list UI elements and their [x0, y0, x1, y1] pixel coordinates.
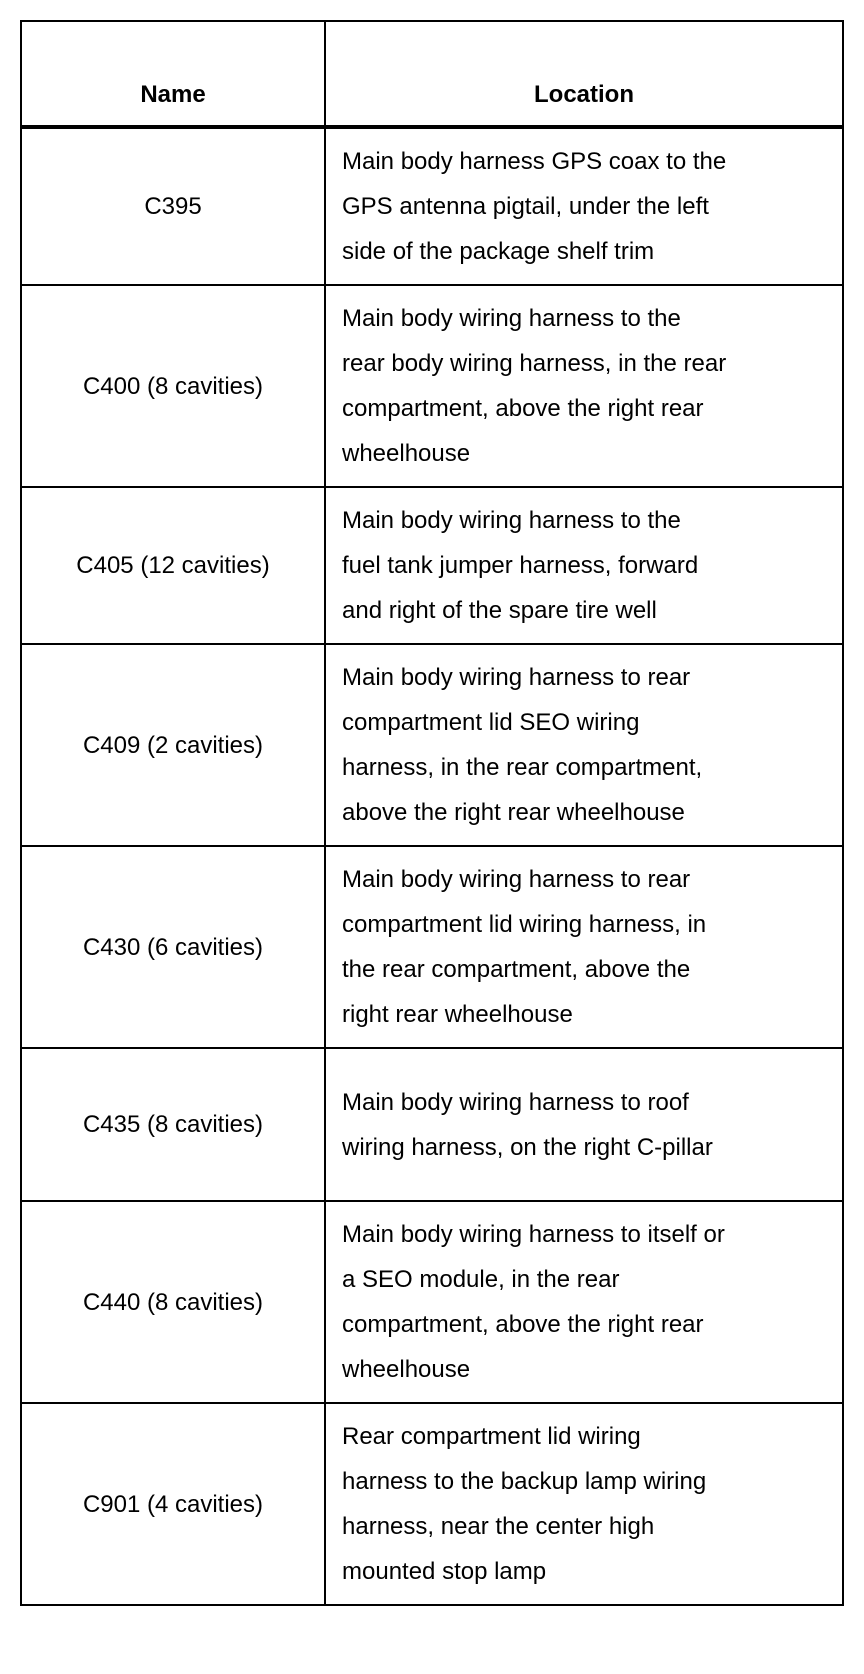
- table-row: [21, 644, 843, 846]
- connector-name: C435 (8 cavities): [21, 1048, 325, 1201]
- connector-table: [20, 20, 844, 1606]
- header-location: Location: [325, 21, 843, 127]
- location-line: Main body wiring harness to rear: [342, 866, 691, 893]
- location-line: Rear compartment lid wiring: [342, 1423, 641, 1450]
- connector-name: C430 (6 cavities): [21, 846, 325, 1048]
- location-line: GPS antenna pigtail, under the left: [342, 193, 709, 220]
- table-row: [21, 285, 843, 487]
- location-line: Main body wiring harness to rear: [342, 664, 691, 691]
- table-row: [21, 1048, 843, 1201]
- connector-name: C409 (2 cavities): [21, 644, 325, 846]
- table-row: [21, 846, 843, 1048]
- location-line: right rear wheelhouse: [342, 1001, 573, 1028]
- table-header: [21, 21, 843, 127]
- location-line: above the right rear wheelhouse: [342, 799, 685, 826]
- location-line: Main body wiring harness to itself or: [342, 1221, 725, 1248]
- connector-location: [325, 644, 843, 846]
- location-line: harness to the backup lamp wiring: [342, 1468, 707, 1495]
- table-row: [21, 127, 843, 285]
- location-line: side of the package shelf trim: [342, 238, 655, 265]
- connector-location: [325, 487, 843, 644]
- connector-location: [325, 1201, 843, 1403]
- connector-location: [325, 127, 843, 285]
- location-line: Main body wiring harness to the: [342, 305, 681, 332]
- connector-name: C405 (12 cavities): [21, 487, 325, 644]
- table-body: [21, 127, 843, 1605]
- location-line: compartment, above the right rear: [342, 395, 704, 422]
- connector-name: C440 (8 cavities): [21, 1201, 325, 1403]
- connector-name: C400 (8 cavities): [21, 285, 325, 487]
- location-line: fuel tank jumper harness, forward: [342, 552, 699, 579]
- location-line: a SEO module, in the rear: [342, 1266, 620, 1293]
- location-line: Main body wiring harness to roof: [342, 1088, 689, 1116]
- location-line: compartment, above the right rear: [342, 1311, 704, 1338]
- location-line: mounted stop lamp: [342, 1558, 547, 1585]
- connector-name: C901 (4 cavities): [21, 1403, 325, 1605]
- location-line: and right of the spare tire well: [342, 597, 657, 624]
- header-name: Name: [21, 21, 325, 127]
- connector-name: C395: [21, 127, 325, 285]
- location-line: the rear compartment, above the: [342, 956, 691, 983]
- header-row: [21, 21, 843, 127]
- location-line: wheelhouse: [342, 1356, 471, 1383]
- location-line: compartment lid SEO wiring: [342, 709, 640, 736]
- location-line: harness, near the center high: [342, 1513, 655, 1540]
- table-row: [21, 1201, 843, 1403]
- location-line: Main body wiring harness to the: [342, 507, 681, 534]
- connector-location: [325, 1048, 843, 1201]
- location-line: compartment lid wiring harness, in: [342, 911, 707, 938]
- location-line: wheelhouse: [342, 440, 471, 467]
- location-line: rear body wiring harness, in the rear: [342, 350, 727, 377]
- connector-location: [325, 285, 843, 487]
- connector-location: [325, 846, 843, 1048]
- connector-location: [325, 1403, 843, 1605]
- location-line: harness, in the rear compartment,: [342, 754, 703, 781]
- location-line: Main body harness GPS coax to the: [342, 148, 727, 175]
- location-line: wiring harness, on the right C-pillar: [342, 1133, 713, 1161]
- table-row: [21, 487, 843, 644]
- table-row: [21, 1403, 843, 1605]
